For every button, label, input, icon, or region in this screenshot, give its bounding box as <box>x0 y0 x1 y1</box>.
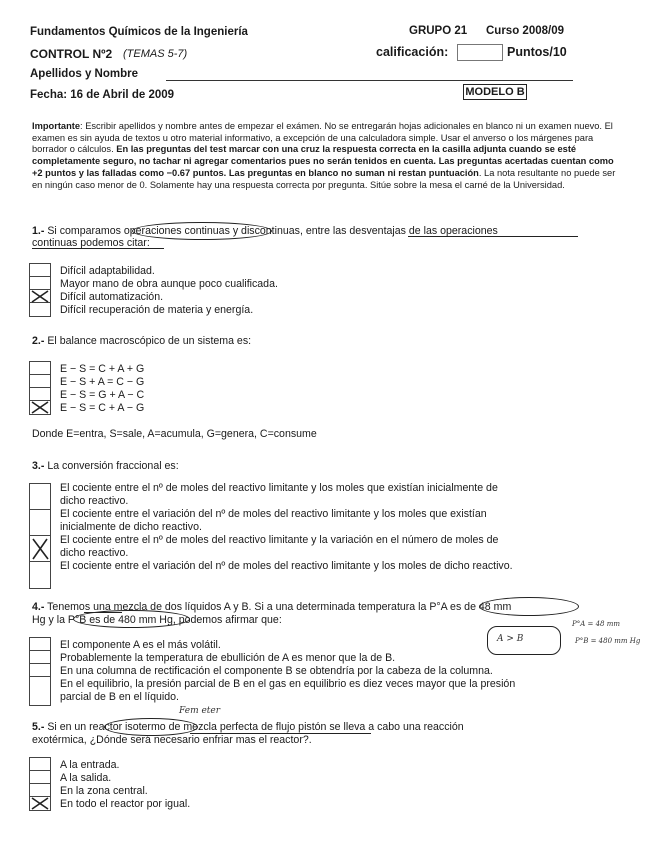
instructions-label: Importante <box>32 121 81 131</box>
q4-stem-line1: Tenemos una mezcla de dos líquidos A y B. Si a una determinada temperatura la P°A es de 48 mm <box>47 601 512 613</box>
q4-option-4-line2[interactable]: parcial de B en el líquido. <box>60 691 179 703</box>
grade-label: calificación: <box>376 45 449 59</box>
handwritten-underline <box>408 236 578 237</box>
q3-number: 3.- <box>32 460 45 472</box>
q1-option-3[interactable]: Difícil automatización. <box>60 291 164 303</box>
handwritten-underline <box>84 612 122 613</box>
control-title: CONTROL Nº2 <box>30 47 113 61</box>
q4-option-1[interactable]: El componente A es el más volátil. <box>60 639 221 651</box>
q2-number: 2.- <box>32 335 45 347</box>
topics-label: (TEMAS 5-7) <box>123 48 188 60</box>
handwritten-circle <box>132 222 272 240</box>
q5-stem-line1: Si en un reactor isotermo de mezcla perfecta de flujo pistón se lleva a cabo una reacción <box>47 721 464 733</box>
handwritten-circle <box>104 718 198 736</box>
box-divider <box>29 535 50 536</box>
q5-option-1[interactable]: A la entrada. <box>60 759 120 771</box>
instructions <box>32 121 620 191</box>
q2-option-2[interactable]: E − S + A = C − G <box>60 376 145 388</box>
q3-option-3-line1[interactable]: El cociente entre el nº de moles del reactivo limitante y la variación en el número de moles de <box>60 534 499 546</box>
course-title: Fundamentos Químicos de la Ingeniería <box>30 26 248 38</box>
q3-option-3-line2[interactable]: dicho reactivo. <box>60 547 129 559</box>
handwritten-underline <box>190 733 371 734</box>
q2-stem <box>32 335 251 347</box>
margin-note: A > B <box>497 634 524 644</box>
q3-option-4-line1[interactable]: El cociente entre el variación del nº de moles del reactivo limitante y los moles de dicho reactivo. <box>60 560 513 572</box>
q5-stem <box>32 721 464 733</box>
q3-option-1-line1[interactable]: El cociente entre el nº de moles del reactivo limitante y los moles que existían inicialmente de <box>60 482 498 494</box>
box-divider <box>29 387 50 388</box>
q2-option-4[interactable]: E − S = C + A − G <box>60 402 145 414</box>
q5-number: 5.- <box>32 721 45 733</box>
instructions-part1: : Escribir apellidos y nombre antes de empezar el exámen. No se entregarán hojas adicionales en blanco ni un examen nuevo. El examen es sin ayuda de textos u otro material informativo, a excepción de una calculadora simple. Usar el anverso o los márgenes para borrador o cálculos. <box>32 121 613 155</box>
q1-option-2[interactable]: Mayor mano de obra aunque poco cualificada. <box>60 278 278 290</box>
box-divider <box>29 650 50 651</box>
q3-stem-line1: La conversión fraccional es: <box>47 460 179 472</box>
year-label: Curso 2008/09 <box>486 25 564 37</box>
q4-answer-boxes <box>29 637 51 706</box>
box-divider <box>29 676 50 677</box>
q2-option-3[interactable]: E − S = G + A − C <box>60 389 145 401</box>
handwritten-note: Fem eter <box>179 706 221 716</box>
instructions-part3: . La nota resultante no puede ser en ningún caso menor de 0. Solamente hay una respuesta correcta por pregunta. Sitúe sobre la mesa el carné de la Universidad. <box>32 167 616 190</box>
cross-mark-icon <box>30 537 50 561</box>
q4-stem-line2: Hg y la P°B es de 480 mm Hg, podemos afirmar que: <box>32 614 282 626</box>
box-divider <box>29 374 50 375</box>
q2-note: Donde E=entra, S=sale, A=acumula, G=genera, C=consume <box>32 428 317 440</box>
date-label: Fecha: 16 de Abril de 2009 <box>30 89 175 101</box>
q3-option-1-line2[interactable]: dicho reactivo. <box>60 495 129 507</box>
margin-note: P°A = 48 mm <box>572 620 620 628</box>
q5-option-3[interactable]: En la zona central. <box>60 785 148 797</box>
q4-option-3[interactable]: En una columna de rectificación el componente B se obtendría por la cabeza de la columna. <box>60 665 493 677</box>
q3-option-2-line1[interactable]: El cociente entre el variación del nº de moles del reactivo limitante y los moles que existían <box>60 508 487 520</box>
instructions-part2: En las preguntas del test marcar con una cruz la respuesta correcta en la casilla adjunta cuando se esté completamente seguro, no tachar ni agregar comentarios pues no serán tenidos en cuenta. Las preguntas acertadas cuentan como +2 puntos y las falladas como −0.67 puntos. Las preguntas en blanco no suman ni restan puntuación <box>32 144 614 178</box>
q1-number: 1.- <box>32 225 45 237</box>
q1-option-1[interactable]: Difícil adaptabilidad. <box>60 265 155 277</box>
name-label: Apellidos y Nombre <box>30 68 138 80</box>
q4-option-2[interactable]: Probablemente la temperatura de ebullición de A es menor que la de B. <box>60 652 396 664</box>
name-field[interactable] <box>166 80 573 81</box>
margin-note: P°B = 480 mm Hg <box>575 637 641 645</box>
box-divider <box>29 663 50 664</box>
q1-stem-line2: continuas podemos citar: <box>32 237 150 249</box>
q5-stem-line2: exotérmica, ¿Dónde será necesario enfriar mas el reactor?. <box>32 734 312 746</box>
box-divider <box>29 509 50 510</box>
model-badge: MODELO B <box>463 84 527 100</box>
q2-option-1[interactable]: E − S = C + A + G <box>60 363 145 375</box>
points-label: Puntos/10 <box>507 45 567 59</box>
box-divider <box>29 770 50 771</box>
q5-option-2[interactable]: A la salida. <box>60 772 112 784</box>
q1-stem-line1: Si comparamos operaciones continuas y discontinuas, entre las desventajas de las operaciones <box>47 225 498 237</box>
q4-number: 4.- <box>32 601 45 613</box>
group-label: GRUPO 21 <box>409 25 468 37</box>
q3-option-2-line2[interactable]: inicialmente de dicho reactivo. <box>60 521 202 533</box>
q5-option-4[interactable]: En todo el reactor por igual. <box>60 798 191 810</box>
cross-mark-icon <box>30 290 50 303</box>
grade-field[interactable] <box>457 44 503 61</box>
box-divider <box>29 561 50 562</box>
q4-option-4-line1[interactable]: En el equilibrio, la presión parcial de B en el gas en equilibrio es diez veces mayor que la presión <box>60 678 516 690</box>
q1-option-4[interactable]: Difícil recuperación de materia y energía. <box>60 304 254 316</box>
q3-stem <box>32 460 179 472</box>
q2-stem-line1: El balance macroscópico de un sistema es: <box>47 335 252 347</box>
cross-mark-icon <box>30 401 50 414</box>
box-divider <box>29 783 50 784</box>
cross-mark-icon <box>30 797 50 810</box>
q3-answer-boxes <box>29 483 51 589</box>
box-divider <box>29 276 50 277</box>
handwritten-circle <box>479 597 579 616</box>
handwritten-underline <box>32 248 164 249</box>
